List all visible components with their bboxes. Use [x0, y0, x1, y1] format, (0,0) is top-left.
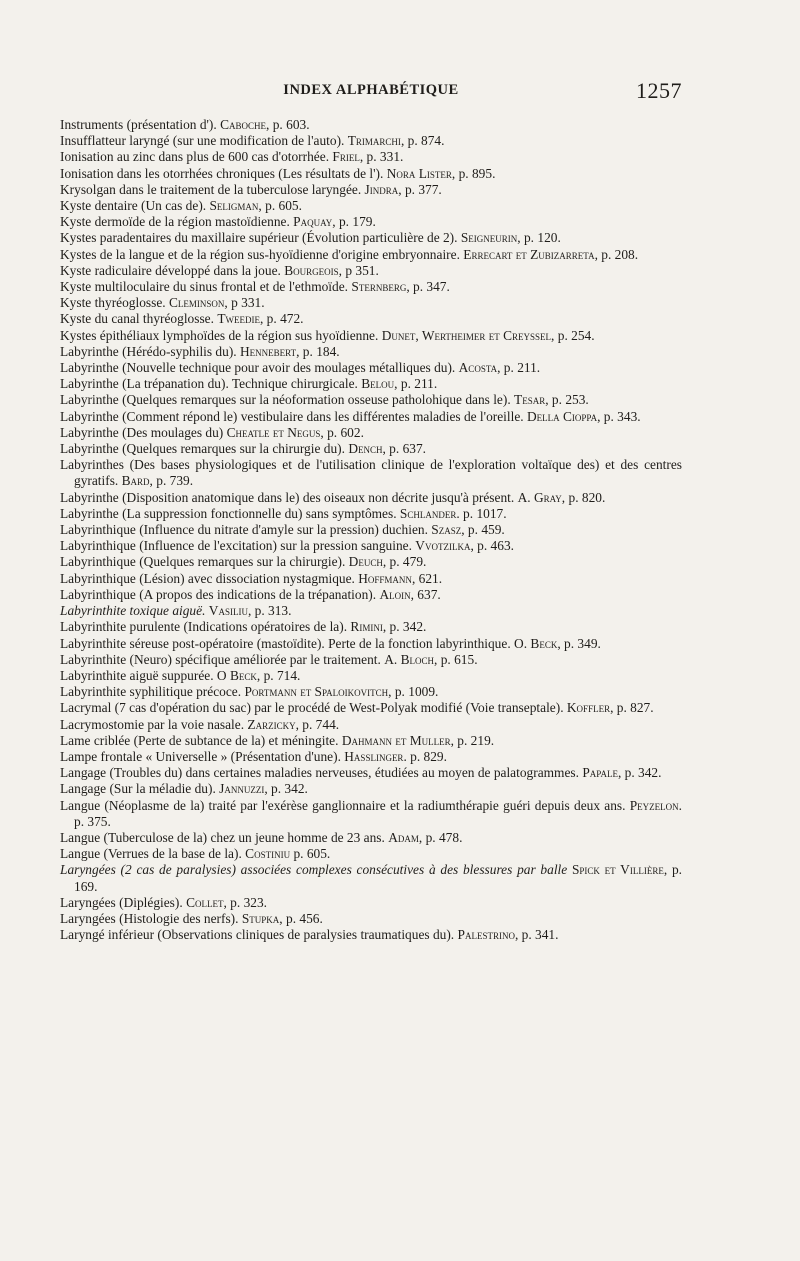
entry-author: Dunet, Wertheimer et Creyssel — [381, 327, 552, 343]
entry-author: Tesar — [514, 392, 546, 408]
entry-subject: Labyrinthite purulente (Indications opératoires de la). — [60, 619, 351, 635]
entry-subject: Langue (Tuberculose de la) chez un jeune homme de 23 ans. — [60, 829, 389, 845]
entry-author: Cheatle et Negus — [226, 424, 321, 440]
index-entry — [60, 862, 682, 894]
index-entry — [60, 717, 682, 733]
entry-subject: Kyste du canal thyréoglosse. — [60, 311, 218, 327]
entry-subject: Labyrinthite (Neuro) spécifique améliorée par le traitement. — [60, 651, 385, 667]
entry-subject: Lame criblée (Perte de subtance de la) et méningite. — [60, 732, 342, 748]
index-entry — [60, 684, 682, 700]
entry-subject: Laryngé inférieur (Observations cliniques de paralysies traumatiques du). — [60, 927, 458, 943]
index-entry — [60, 344, 682, 360]
index-entry — [60, 571, 682, 587]
entry-page-ref: , p. 342. — [264, 781, 308, 797]
entry-page-ref: , p. 602. — [320, 424, 364, 440]
index-entry — [60, 554, 682, 570]
index-entries — [60, 117, 682, 943]
entry-page-ref: , p. 463. — [470, 538, 514, 554]
entry-page-ref: p. 605. — [290, 846, 331, 862]
entry-author: Caboche — [220, 117, 267, 132]
index-entry — [60, 733, 682, 749]
entry-subject: Labyrinthique (Lésion) avec dissociation nystagmique. — [60, 570, 359, 586]
entry-page-ref: , p. 605. — [258, 198, 302, 214]
entry-page-ref: , p. 342. — [382, 619, 427, 635]
index-entry — [60, 668, 682, 684]
entry-author: Paquay — [293, 214, 333, 230]
entry-subject: Labyrinthite séreuse post-opératoire (mastoïdite). Perte de la fonction labyrinthique. — [60, 635, 515, 651]
entry-subject: Laryngées (Histologie des nerfs). — [60, 910, 242, 926]
entry-page-ref: , p. 479. — [382, 554, 427, 570]
entry-author: Sternberg — [351, 279, 407, 295]
entry-author: Costiniu — [245, 846, 291, 862]
entry-page-ref: , p. 349. — [557, 635, 601, 651]
entry-page-ref: , p. 219. — [450, 732, 495, 748]
index-entry — [60, 263, 682, 279]
entry-author: Papale — [582, 765, 618, 781]
entry-subject: Labyrinthique (Quelques remarques sur la chirurgie). — [60, 554, 349, 570]
running-header — [60, 78, 682, 104]
entry-page-ref: , p. 343. — [597, 408, 641, 424]
entry-subject: Labyrinthe (Disposition anatomique dans le) des oiseaux non décrite jusqu'à présent. — [60, 489, 518, 505]
entry-subject: Lacrymal (7 cas d'opération du sac) par le procédé de West-Polyak modifié (Voie transeptale). — [60, 700, 567, 716]
index-entry — [60, 214, 682, 230]
entry-author: Della Cioppa — [526, 408, 598, 424]
page-number: 1257 — [636, 78, 682, 103]
entry-author: Hoffmann — [358, 570, 412, 586]
entry-page-ref: , p. 456. — [279, 910, 323, 926]
entry-subject: Labyrinthe (La suppression fonctionnelle du) sans symptômes. — [60, 505, 400, 521]
entry-page-ref: , p. 827. — [610, 700, 654, 716]
entry-author: Adam — [388, 829, 419, 845]
entry-page-ref: , p. 347. — [406, 279, 450, 295]
index-entry — [60, 700, 682, 716]
index-entry — [60, 798, 682, 830]
entry-author: Hasslinger — [344, 748, 404, 764]
entry-author: Cleminson — [168, 295, 225, 311]
entry-page-ref: , p. 1009. — [388, 684, 439, 700]
entry-subject: Ionisation au zinc dans plus de 600 cas d'otorrhée. — [60, 149, 333, 165]
entry-subject: Labyrinthe (Hérédo-syphilis du). — [60, 343, 240, 359]
index-entry — [60, 392, 682, 408]
index-entry — [60, 376, 682, 392]
index-entry — [60, 603, 682, 619]
entry-author: Dench — [348, 441, 383, 457]
entry-page-ref: . p. 829. — [403, 748, 447, 764]
entry-subject: Langage (Sur la méladie du). — [60, 781, 220, 797]
entry-italic-text: Labyrinthite toxique aiguë. — [60, 603, 206, 619]
index-entry — [60, 230, 682, 246]
index-entry — [60, 895, 682, 911]
entry-subject: Instruments (présentation d'). — [60, 117, 221, 132]
entry-page-ref: , p 351. — [338, 262, 379, 278]
index-entry — [60, 360, 682, 376]
entry-page-ref: . p. 375. — [74, 797, 682, 829]
entry-subject: Insufflatteur laryngé (sur une modification de l'auto). — [60, 133, 348, 149]
entry-author: Acosta — [458, 360, 498, 376]
entry-italic-text: Laryngées (2 cas de paralysies) associées complexes consécutives à des blessures par balle — [60, 862, 568, 878]
entry-page-ref: , p. 603. — [266, 117, 310, 132]
index-entry — [60, 830, 682, 846]
entry-subject: Kyste radiculaire développé dans la joue. — [60, 262, 285, 278]
entry-subject: Lampe frontale « Universelle » (Présentation d'une). — [60, 748, 345, 764]
entry-page-ref: , p. 637. — [382, 441, 427, 457]
entry-page-ref: , p. 254. — [551, 327, 595, 343]
entry-author: Deuch — [348, 554, 383, 570]
index-entry — [60, 311, 682, 327]
entry-page-ref: , p. 895. — [451, 165, 496, 181]
entry-page-ref: , p. 120. — [517, 230, 561, 246]
index-entry — [60, 749, 682, 765]
index-entry — [60, 409, 682, 425]
entry-author: Hennebert — [239, 343, 297, 359]
entry-page-ref: , p. 714. — [256, 667, 301, 683]
entry-author: Vvotzilka — [415, 538, 471, 554]
entry-author: A. Bloch — [384, 651, 435, 667]
entry-author: O Beck — [216, 667, 257, 683]
entry-author: Stupka — [241, 910, 280, 926]
index-entry — [60, 846, 682, 862]
index-entry — [60, 295, 682, 311]
entry-page-ref: , p. 331. — [359, 149, 404, 165]
entry-author: Jannuzzi — [219, 781, 265, 797]
entry-subject: Kyste dentaire (Un cas de). — [60, 198, 210, 214]
index-entry — [60, 506, 682, 522]
entry-author: Peyzelon — [629, 797, 679, 813]
index-entry — [60, 247, 682, 263]
index-entry — [60, 133, 682, 149]
entry-subject: Labyrinthique (Influence de l'excitation) sur la pression sanguine. — [60, 538, 416, 554]
entry-page-ref: , p. 459. — [461, 522, 505, 538]
entry-subject: Kyste multiloculaire du sinus frontal et de l'ethmoïde. — [60, 279, 352, 295]
entry-author: O. Beck — [514, 635, 558, 651]
entry-page-ref: , p. 874. — [400, 133, 445, 149]
index-entry — [60, 490, 682, 506]
index-entry — [60, 781, 682, 797]
index-entry — [60, 538, 682, 554]
index-entry — [60, 652, 682, 668]
entry-subject: Krysolgan dans le traitement de la tuberculose laryngée. — [60, 181, 365, 197]
entry-page-ref: , p. 208. — [594, 246, 639, 262]
entry-author: Aloin — [379, 586, 411, 602]
entry-subject: Labyrinthique (A propos des indications de la trépanation). — [60, 586, 380, 602]
entry-subject: Labyrinthe (La trépanation du). Technique chirurgicale. — [60, 376, 362, 392]
entry-subject: Langue (Néoplasme de la) traité par l'exérèse ganglionnaire et la radiumthérapie guéri depuis deux ans. — [60, 797, 630, 813]
index-entry — [60, 149, 682, 165]
entry-author: Schlander — [399, 505, 457, 521]
entry-subject: Ionisation dans les otorrhées chroniques (Les résultats de l'). — [60, 165, 387, 181]
entry-page-ref: , p. 211. — [497, 360, 541, 376]
entry-subject: Labyrinthe (Quelques remarques sur la néoformation osseuse patholohique dans le). — [60, 392, 515, 408]
entry-author: Koffler — [566, 700, 611, 716]
entry-page-ref: , p. 341. — [514, 927, 559, 943]
entry-page-ref: , p. 472. — [259, 311, 304, 327]
entry-subject: Labyrinthite aiguë suppurée. — [60, 667, 217, 683]
index-entry — [60, 587, 682, 603]
index-entry — [60, 279, 682, 295]
entry-author: Szasz — [431, 522, 462, 538]
entry-author: Bard — [121, 473, 150, 489]
entry-page-ref: , p. 179. — [332, 214, 376, 230]
entry-author: Seigneurin — [460, 230, 518, 246]
entry-subject: Kyste dermoïde de la région mastoïdienne. — [60, 214, 294, 230]
entry-author: Errecart et Zubizarreta — [463, 246, 595, 262]
entry-page-ref: , p. 211. — [394, 376, 438, 392]
entry-page-ref: , p. 820. — [561, 489, 606, 505]
index-entry — [60, 927, 682, 943]
entry-author: Palestrino — [457, 927, 515, 943]
entry-author: A. Gray — [517, 489, 562, 505]
entry-subject: Kystes épithéliaux lymphoïdes de la région sus hyoïdienne. — [60, 327, 382, 343]
entry-page-ref: , p. 478. — [418, 829, 463, 845]
entry-author: Zarzicky — [247, 716, 296, 732]
index-entry — [60, 166, 682, 182]
entry-author: Vasiliu — [208, 603, 248, 619]
index-entry — [60, 911, 682, 927]
index-entry — [60, 182, 682, 198]
entry-page-ref: , p. 377. — [398, 181, 442, 197]
index-entry — [60, 117, 682, 133]
index-entry — [60, 619, 682, 635]
entry-subject: Labyrinthes (Des bases physiologiques et de l'utilisation clinique de l'exploration voltaïque des) et des centres gyratifs. — [60, 457, 682, 489]
entry-author: Tweedie — [217, 311, 260, 327]
entry-author: Spick et Villière — [571, 862, 664, 878]
entry-page-ref: . p. 1017. — [456, 505, 507, 521]
entry-author: Jindra — [364, 181, 399, 197]
index-entry — [60, 198, 682, 214]
index-entry — [60, 328, 682, 344]
entry-subject: Kyste thyréoglosse. — [60, 295, 169, 311]
entry-page-ref: , p. 615. — [434, 651, 478, 667]
entry-subject: Kystes de la langue et de la région sus-hyoïdienne d'origine embryonnaire. — [60, 246, 464, 262]
entry-page-ref: , p. 739. — [149, 473, 194, 489]
entry-subject: Langue (Verrues de la base de la). — [60, 846, 246, 862]
entry-subject: Labyrinthite syphilitique précoce. — [60, 684, 245, 700]
index-entry — [60, 765, 682, 781]
entry-page-ref: , p. 169. — [74, 862, 682, 894]
entry-page-ref: , p 331. — [224, 295, 265, 311]
index-entry — [60, 636, 682, 652]
entry-subject: Labyrinthe (Des moulages du) — [60, 424, 227, 440]
entry-author: Bourgeois — [284, 262, 339, 278]
entry-subject: Labyrinthe (Nouvelle technique pour avoir des moulages métalliques du). — [60, 360, 459, 376]
entry-page-ref: , 637. — [410, 586, 441, 602]
entry-page-ref: , 621. — [411, 570, 443, 586]
index-entry — [60, 522, 682, 538]
entry-author: Belou — [361, 376, 395, 392]
entry-page-ref: , p. 253. — [545, 392, 589, 408]
entry-author: Seligman — [209, 198, 259, 214]
entry-author: Collet — [186, 894, 224, 910]
entry-author: Rimini — [350, 619, 383, 635]
entry-author: Portmann et Spaloikovitch — [244, 684, 389, 700]
entry-author: Friel — [332, 149, 360, 165]
entry-author: Dahmann et Muller — [341, 732, 451, 748]
entry-subject: Lacrymostomie par la voie nasale. — [60, 716, 248, 732]
entry-subject: Labyrinthique (Influence du nitrate d'amyle sur la pression) duchien. — [60, 522, 432, 538]
entry-subject: Labyrinthe (Comment répond le) vestibulaire dans les différentes maladies de l'oreille. — [60, 408, 527, 424]
entry-author: Trimarchi — [347, 133, 401, 149]
entry-subject: Kystes paradentaires du maxillaire supérieur (Évolution particulière de 2). — [60, 230, 461, 246]
entry-author: Nora Lister — [386, 165, 452, 181]
entry-page-ref: , p. 184. — [296, 343, 340, 359]
entry-page-ref: , p. 744. — [295, 716, 340, 732]
entry-subject: Labyrinthe (Quelques remarques sur la chirurgie du). — [60, 441, 349, 457]
header-title: INDEX ALPHABÉTIQUE — [283, 82, 459, 98]
index-entry — [60, 425, 682, 441]
index-entry — [60, 441, 682, 457]
entry-subject: Laryngées (Diplégies). — [60, 894, 187, 910]
entry-page-ref: , p. 323. — [223, 894, 268, 910]
entry-page-ref: , p. 313. — [247, 603, 292, 619]
entry-page-ref: , p. 342. — [617, 765, 662, 781]
index-entry — [60, 457, 682, 489]
entry-subject: Langage (Troubles du) dans certaines maladies nerveuses, étudiées au moyen de palatogrammes. — [60, 765, 583, 781]
